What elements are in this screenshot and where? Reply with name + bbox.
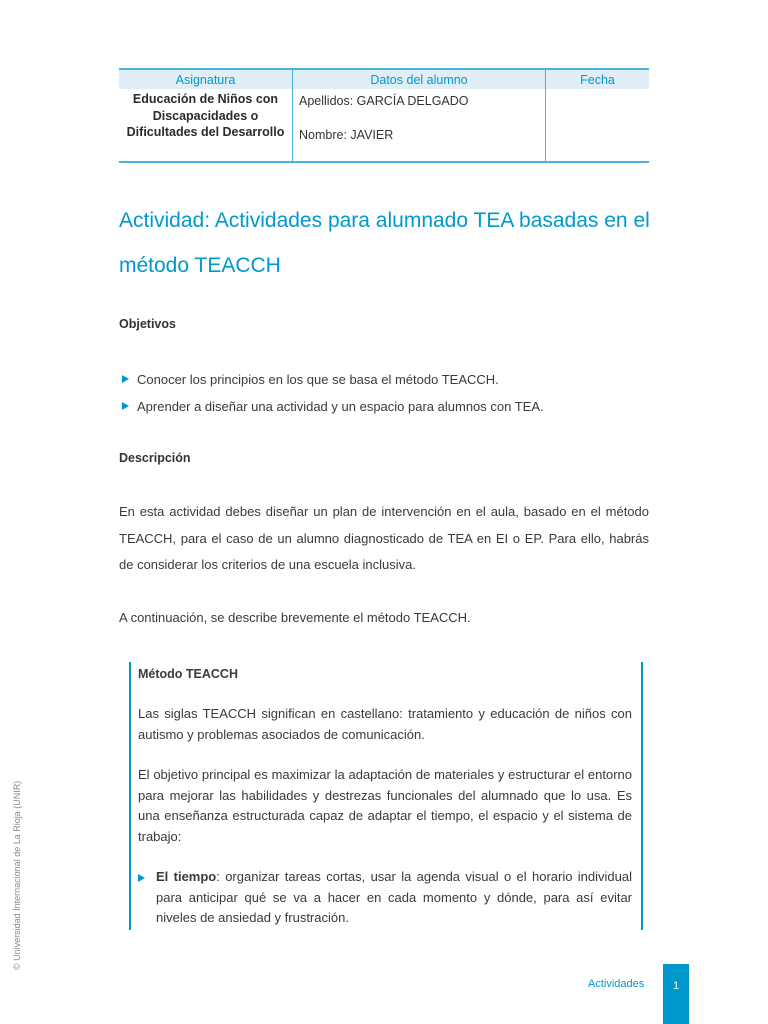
bullet-bold: El tiempo — [156, 869, 217, 884]
bullet-triangle-icon — [122, 402, 129, 410]
col-asignatura: Asignatura — [119, 69, 293, 89]
description-heading: Descripción — [119, 451, 191, 465]
footer-section-label: Actividades — [588, 978, 645, 990]
description-paragraph: En esta actividad debes diseñar un plan de intervención en el aula, basado en el método TEACCH, para el caso de un alumno diagnosticado de TEA en EI o EP. Para ello, habrás de considerar los criterios de una escuela inclusiva. — [119, 504, 649, 572]
teacch-info-box — [129, 662, 643, 930]
objectives-heading: Objetivos — [119, 317, 176, 331]
col-fecha: Fecha — [546, 69, 650, 89]
box-paragraph-1: Las siglas TEACCH significan en castellano: tratamiento y educación de niños con autismo y problemas asociados de comunicación. — [138, 706, 632, 742]
student-name: Nombre: JAVIER — [299, 128, 394, 142]
page-title: Actividad: Actividades para alumnado TEA basadas en el método TEACCH — [119, 209, 650, 277]
intro-paragraph: A continuación, se describe brevemente el método TEACCH. — [119, 610, 471, 625]
student-surname: Apellidos: GARCÍA DELGADO — [299, 94, 469, 108]
list-item: Conocer los principios en los que se basa el método TEACCH. — [119, 371, 544, 398]
box-paragraph-2: El objetivo principal es maximizar la adaptación de materiales y estructurar el entorno para mejorar las habilidades y destrezas funcionales del alumnado que lo usa. Es una enseñanza estructurada capaz de adaptar el tiempo, el espacio y el sistema de trabajo: — [138, 767, 632, 844]
page-number: 1 — [663, 964, 689, 1024]
col-datos-alumno: Datos del alumno — [293, 69, 546, 89]
box-bullet: El tiempo: organizar tareas cortas, usar la agenda visual o el horario individual para anticipar qué se va a hacer en cada momento y dónde, para así evitar niveles de ansiedad y frustración. — [138, 867, 632, 929]
bullet-triangle-icon — [138, 874, 145, 882]
subject-name: Educación de Niños con Discapacidades o Dificultades del Desarrollo — [119, 89, 293, 162]
date-cell — [546, 89, 650, 162]
student-data — [293, 89, 546, 162]
box-heading: Método TEACCH — [138, 667, 238, 681]
header-table — [119, 68, 649, 163]
copyright-text: © Universidad Internacional de La Rioja (UNIR) — [12, 780, 22, 970]
list-item: Aprender a diseñar una actividad y un espacio para alumnos con TEA. — [119, 398, 544, 425]
objectives-list — [119, 371, 544, 425]
bullet-triangle-icon — [122, 375, 129, 383]
